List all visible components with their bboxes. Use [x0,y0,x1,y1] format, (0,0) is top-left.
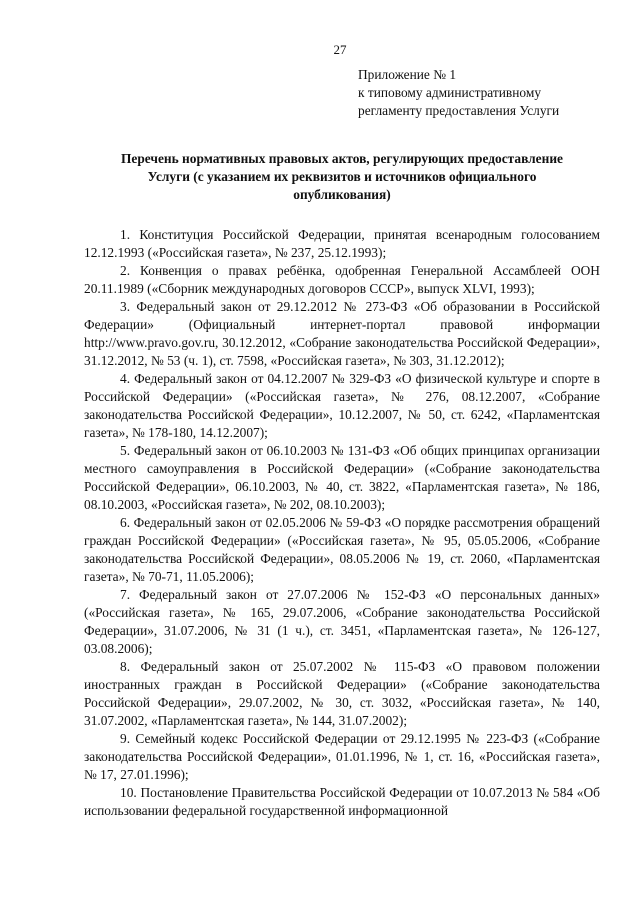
title-line: опубликования) [293,187,391,202]
list-item [84,784,600,820]
list-item [84,586,600,658]
list-item [84,226,600,262]
item-number: 2. [120,263,131,278]
item-number: 10. [120,785,137,800]
item-text: Федеральный закон от 29.12.2012 № 273-ФЗ «Об образовании в Российской Федерации» (Официальный интернет-портал правовой информации http://www.pravo.gov.ru, 30.12.2012, «Собрание законодательства Российской Федерации», 31.12.2012, № 53 (ч. 1), ст. 7598, «Российская газета», № 303, 31.12.2012); [84,299,600,368]
item-text: Федеральный закон от 27.07.2006 № 152-ФЗ «О персональных данных» («Российская газета», № 165, 29.07.2006, «Собрание законодательства Российской Федерации», 31.07.2006, № 31 (1 ч.), ст. 3451, «Парламентская газета», № 126-127, 03.08.2006); [84,587,600,656]
title-line: Услуги (с указанием их реквизитов и источников официального [147,169,537,184]
item-text: Семейный кодекс Российской Федерации от 29.12.1995 № 223-ФЗ («Собрание законодательства Российской Федерации», 01.01.1996, № 1, ст. 16, «Российская газета», № 17, 27.01.1996); [84,731,600,782]
item-text: Конституция Российской Федерации, принятая всенародным голосованием 12.12.1993 («Российская газета», № 237, 25.12.1993); [84,227,600,260]
item-number: 5. [120,443,131,458]
title-line: Перечень нормативных правовых актов, регулирующих предоставление [120,151,563,166]
document-title [84,150,600,204]
item-number: 9. [120,731,131,746]
list-item [84,298,600,370]
list-item [84,514,600,586]
item-text: Федеральный закон от 06.10.2003 № 131-ФЗ «Об общих принципах организации местного самоуправления в Российской Федерации» («Собрание законодательства Российской Федерации», 06.10.2003, № 40, ст. 3822, «Парламентская газета», № 186, 08.10.2003, «Российская газета», № 202, 08.10.2003); [84,443,600,512]
item-text: Федеральный закон от 04.12.2007 № 329-ФЗ «О физической культуре и спорте в Российской Федерации» («Российская газета», № 276, 08.12.2007, «Собрание законодательства Российской Федерации», 10.12.2007, № 50, ст. 6242, «Парламентская газета», № 178-180, 14.12.2007); [84,371,600,440]
item-number: 1. [120,227,131,242]
appendix-header [358,66,628,120]
appendix-line: Приложение № 1 [358,67,457,82]
item-number: 3. [120,299,131,314]
item-number: 7. [120,587,131,602]
appendix-line: регламенту предоставления Услуги [358,103,560,118]
list-item [84,730,600,784]
item-number: 8. [120,659,131,674]
appendix-line: к типовому административному [358,85,542,100]
list-item [84,370,600,442]
item-text: Федеральный закон от 02.05.2006 № 59-ФЗ «О порядке рассмотрения обращений граждан Российской Федерации» («Российская газета», № 95, 05.05.2006, «Собрание законодательства Российской Федерации», 08.05.2006 № 19, ст. 2060, «Парламентская газета», № 70-71, 11.05.2006); [84,515,600,584]
legal-acts-list [84,226,600,820]
list-item [84,442,600,514]
page-number: 27 [333,42,347,57]
item-text: Постановление Правительства Российской Федерации от 10.07.2013 № 584 «Об использовании федеральной государственной информационной [84,785,600,818]
item-number: 4. [120,371,131,386]
item-text: Федеральный закон от 25.07.2002 № 115-ФЗ «О правовом положении иностранных граждан в Российской Федерации» («Собрание законодательства Российской Федерации», 29.07.2002, № 30, ст. 3032, «Российская газета», № 140, 31.07.2002, «Парламентская газета», № 144, 31.07.2002); [84,659,600,728]
item-number: 6. [120,515,131,530]
list-item [84,658,600,730]
item-text: Конвенция о правах ребёнка, одобренная Генеральной Ассамблеей ООН 20.11.1989 («Сборник международных договоров СССР», выпуск XLVI, 1993); [84,263,600,296]
list-item [84,262,600,298]
